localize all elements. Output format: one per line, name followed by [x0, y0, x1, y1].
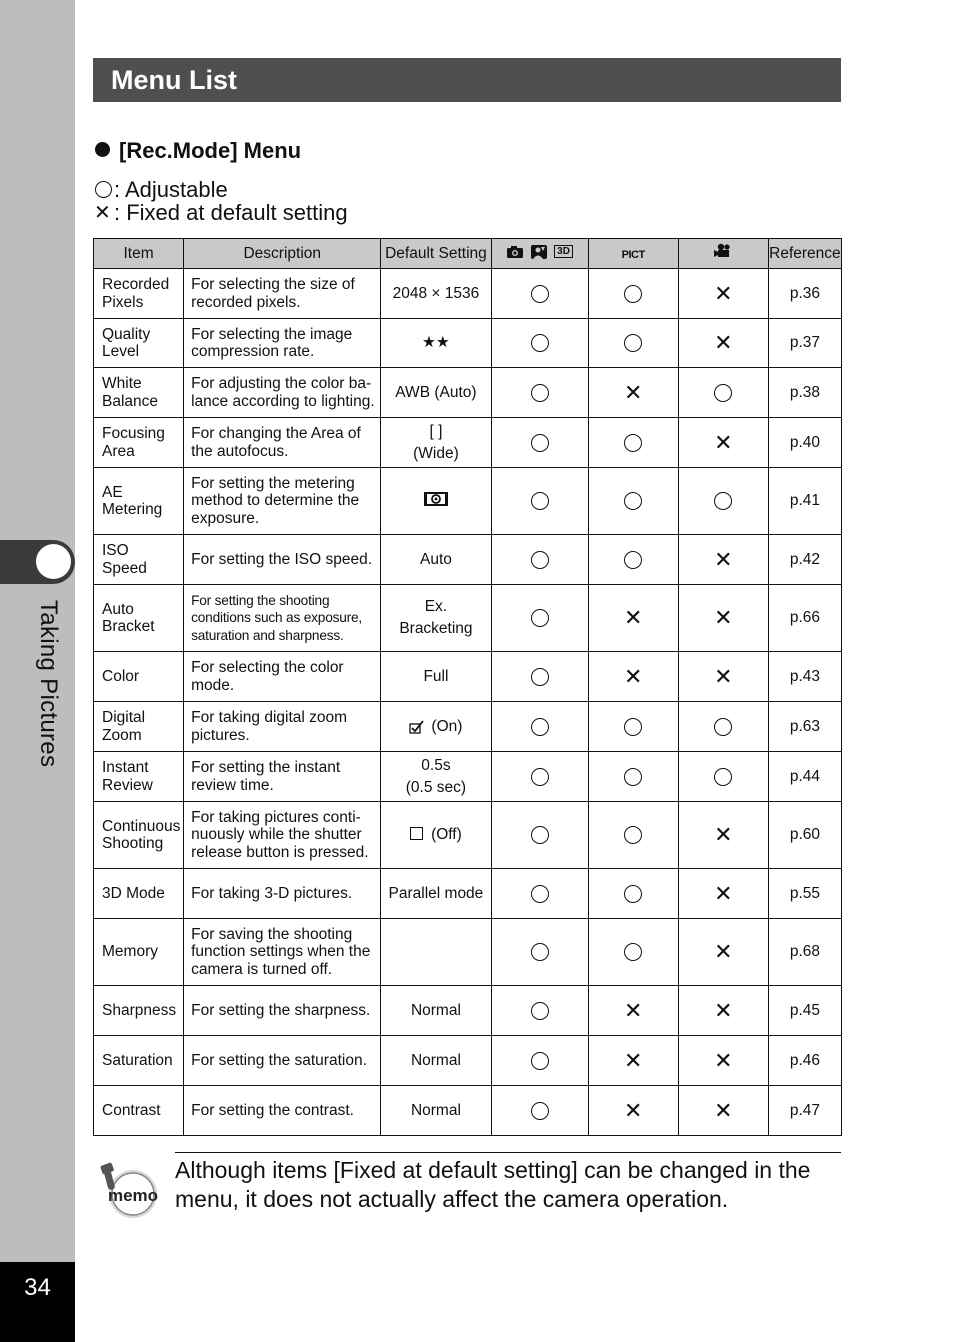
adjustable-circle-icon	[531, 285, 549, 303]
adjustable-circle-icon	[624, 885, 642, 903]
fixed-cross-icon: ✕	[714, 997, 733, 1023]
section-title-text: [Rec.Mode] Menu	[119, 138, 302, 163]
adjustable-circle-icon	[531, 943, 549, 961]
item-cell	[94, 418, 184, 468]
reference-cell: p.38	[768, 368, 841, 418]
cell-line: Level	[102, 343, 140, 360]
legend	[94, 178, 348, 224]
cell-line: Memory	[102, 943, 158, 961]
cell-line: Balance	[102, 392, 159, 410]
reference-cell: p.42	[768, 535, 841, 585]
cell-line: For selecting the size of	[191, 276, 355, 293]
cell-line: pictures.	[191, 726, 250, 744]
pict-mode-cell	[588, 418, 678, 468]
movie-mode-cell	[678, 986, 768, 1036]
pict-mode-cell	[588, 919, 678, 986]
adjustable-circle-icon	[624, 826, 642, 844]
description-cell	[184, 1036, 381, 1086]
cell-line: Auto	[102, 600, 134, 618]
still-mode-cell	[491, 919, 588, 986]
legend-fixed	[94, 201, 348, 224]
cell-line: Pixels	[102, 293, 144, 311]
description-cell	[184, 1086, 381, 1136]
table-row	[94, 319, 842, 368]
table-row	[94, 752, 842, 802]
cell-line: Bracketing	[399, 620, 473, 637]
reference-cell: p.47	[768, 1086, 841, 1136]
cell-line: Recorded	[102, 276, 170, 293]
cell-line: For adjusting the color ba-	[191, 375, 372, 392]
memo-text	[175, 1156, 841, 1214]
cell-line: For taking pictures conti-	[191, 808, 361, 826]
default-setting-cell	[381, 535, 491, 585]
movie-mode-cell	[678, 418, 768, 468]
item-cell	[94, 1036, 184, 1086]
cell-line: function settings when the	[191, 943, 371, 961]
table-row	[94, 368, 842, 418]
adjustable-circle-icon	[531, 434, 549, 452]
reference-cell: p.43	[768, 652, 841, 702]
item-cell	[94, 869, 184, 919]
adjustable-circle-icon	[531, 768, 549, 786]
section-title	[95, 138, 301, 164]
movie-mode-cell	[678, 319, 768, 368]
description-cell	[184, 368, 381, 418]
still-mode-cell	[491, 269, 588, 319]
default-setting-cell	[381, 319, 491, 368]
cell-line: Area	[102, 442, 135, 460]
cell-line: Ex.	[424, 598, 448, 615]
cell-line: Normal	[410, 1001, 461, 1019]
table-header-row	[94, 239, 842, 269]
adjustable-circle-icon	[624, 551, 642, 569]
default-setting-cell	[381, 869, 491, 919]
cell-line: lance according to lighting.	[191, 392, 375, 410]
description-cell	[184, 269, 381, 319]
movie-mode-cell	[678, 269, 768, 319]
cell-line: For saving the shooting	[191, 925, 353, 943]
item-cell	[94, 468, 184, 535]
reference-cell: p.66	[768, 585, 841, 652]
cell-line: Color	[102, 667, 140, 685]
legend-adjustable	[94, 178, 348, 201]
adjustable-circle-icon	[531, 718, 549, 736]
cell-line: (0.5 sec)	[405, 778, 467, 796]
pict-mode-cell	[588, 535, 678, 585]
default-setting-value: (On)	[431, 717, 463, 735]
memo-line: menu, it does not actually affect the camera operation.	[175, 1186, 729, 1212]
cell-line: Metering	[102, 501, 163, 518]
table-row	[94, 869, 842, 919]
adjustable-circle-icon	[531, 334, 549, 352]
checkbox-empty-icon	[410, 827, 423, 840]
item-cell	[94, 1086, 184, 1136]
pict-mode-cell	[588, 752, 678, 802]
movie-mode-cell	[678, 585, 768, 652]
cell-line: Review	[102, 776, 153, 794]
fixed-cross-icon: ✕	[623, 379, 643, 405]
pict-mode-cell	[588, 1036, 678, 1086]
adjustable-circle-icon	[531, 826, 549, 844]
still-mode-cell	[491, 585, 588, 652]
cell-line: ★★	[422, 334, 450, 352]
movie-mode-cell	[678, 1086, 768, 1136]
movie-mode-cell	[678, 652, 768, 702]
item-cell	[94, 585, 184, 652]
chapter-label: Taking Pictures	[35, 600, 62, 768]
cell-line: Digital	[102, 709, 146, 726]
menu-table	[93, 238, 842, 1136]
cross-icon: ✕	[94, 201, 111, 224]
cell-line: For setting the shooting	[191, 592, 330, 608]
camera-icon	[506, 245, 524, 259]
movie-mode-cell	[678, 468, 768, 535]
fixed-cross-icon: ✕	[714, 605, 733, 630]
cell-line: Contrast	[102, 1101, 161, 1119]
cell-line: Parallel mode	[388, 884, 484, 902]
still-mode-cell	[491, 869, 588, 919]
pict-mode-cell	[588, 652, 678, 702]
fixed-cross-icon: ✕	[623, 1097, 643, 1123]
fixed-cross-icon: ✕	[714, 429, 733, 455]
still-mode-cell	[491, 652, 588, 702]
table-row	[94, 702, 842, 752]
cell-line: For taking 3-D pictures.	[191, 884, 353, 902]
bullet-icon	[95, 142, 110, 157]
adjustable-circle-icon	[624, 492, 642, 510]
header-movie-mode	[678, 239, 768, 269]
table-row	[94, 1036, 842, 1086]
description-cell	[184, 319, 381, 368]
pict-mode-cell	[588, 368, 678, 418]
reference-cell: p.60	[768, 802, 841, 869]
description-cell	[184, 919, 381, 986]
pict-mode-cell	[588, 702, 678, 752]
cell-line: For setting the ISO speed.	[191, 550, 373, 568]
adjustable-circle-icon	[531, 609, 549, 627]
still-mode-cell	[491, 468, 588, 535]
cell-line: exposure.	[191, 509, 260, 527]
description-cell	[184, 986, 381, 1036]
legend-fixed-text: : Fixed at default setting	[114, 199, 348, 225]
adjustable-circle-icon	[624, 768, 642, 786]
header-reference: Reference	[768, 239, 841, 269]
pict-mode-cell	[588, 319, 678, 368]
still-mode-cell	[491, 1036, 588, 1086]
cell-line: For setting the sharpness.	[191, 1001, 371, 1019]
cell-line: Normal	[410, 1101, 461, 1119]
portrait-icon	[530, 244, 548, 260]
reference-cell: p.68	[768, 919, 841, 986]
header-default-setting: Default Setting	[381, 239, 491, 269]
header-description: Description	[184, 239, 381, 269]
pict-mode-cell	[588, 468, 678, 535]
cell-line: For setting the contrast.	[191, 1101, 354, 1119]
still-mode-cell	[491, 752, 588, 802]
description-cell	[184, 869, 381, 919]
3d-icon: 3D	[554, 245, 573, 258]
adjustable-circle-icon	[624, 943, 642, 961]
adjustable-circle-icon	[531, 492, 549, 510]
cell-line: release button is pressed.	[191, 843, 369, 861]
chapter-tab-dot	[36, 544, 71, 579]
multi-segment-metering-icon	[423, 491, 449, 507]
fixed-cross-icon: ✕	[623, 997, 643, 1023]
legend-adjustable-text: : Adjustable	[114, 176, 228, 202]
chapter-tab	[0, 540, 75, 584]
default-setting-cell	[381, 702, 491, 752]
fixed-cross-icon: ✕	[714, 939, 733, 964]
cell-line: For selecting the color	[191, 659, 344, 676]
adjustable-circle-icon	[714, 384, 732, 402]
page-header	[93, 58, 841, 102]
adjustable-circle-icon	[624, 718, 642, 736]
reference-cell: p.46	[768, 1036, 841, 1086]
page-title: Menu List	[111, 65, 237, 95]
cell-line: [ ]	[429, 422, 443, 440]
adjustable-circle-icon	[714, 718, 732, 736]
still-mode-cell	[491, 986, 588, 1036]
movie-mode-cell	[678, 752, 768, 802]
fixed-cross-icon: ✕	[714, 663, 733, 689]
table-row	[94, 585, 842, 652]
cell-line: Instant	[102, 759, 149, 776]
cell-line: Bracket	[102, 618, 155, 635]
pict-icon: PICT	[621, 248, 645, 261]
cell-line: Speed	[102, 559, 147, 577]
reference-cell: p.55	[768, 869, 841, 919]
cell-line: method to determine the	[191, 492, 360, 510]
still-mode-cell	[491, 1086, 588, 1136]
adjustable-circle-icon	[531, 668, 549, 686]
adjustable-circle-icon	[531, 1052, 549, 1070]
cell-line: AE	[102, 483, 123, 501]
cell-line: For selecting the image	[191, 325, 353, 343]
adjustable-circle-icon	[531, 1102, 549, 1120]
cell-line: Shooting	[102, 835, 164, 852]
description-cell	[184, 752, 381, 802]
reference-cell: p.44	[768, 752, 841, 802]
item-cell	[94, 702, 184, 752]
still-mode-cell	[491, 368, 588, 418]
cell-line: For changing the Area of	[191, 425, 361, 442]
cell-line: compression rate.	[191, 343, 315, 360]
description-cell	[184, 535, 381, 585]
movie-camera-icon	[713, 243, 733, 259]
default-setting-cell	[381, 1086, 491, 1136]
item-cell	[94, 368, 184, 418]
cell-line: mode.	[191, 676, 235, 694]
default-setting-cell	[381, 418, 491, 468]
reference-cell: p.37	[768, 319, 841, 368]
default-setting-cell	[381, 802, 491, 869]
header-still-modes	[491, 239, 588, 269]
item-cell	[94, 802, 184, 869]
description-cell	[184, 702, 381, 752]
reference-cell: p.40	[768, 418, 841, 468]
reference-cell: p.45	[768, 986, 841, 1036]
fixed-cross-icon: ✕	[623, 605, 643, 630]
pict-mode-cell	[588, 802, 678, 869]
table-row	[94, 986, 842, 1036]
description-cell	[184, 585, 381, 652]
page-number-box	[0, 1262, 75, 1342]
fixed-cross-icon: ✕	[714, 822, 733, 847]
movie-mode-cell	[678, 535, 768, 585]
default-setting-cell	[381, 269, 491, 319]
cell-line: ISO	[102, 542, 129, 559]
table-body	[94, 269, 842, 1136]
movie-mode-cell	[678, 1036, 768, 1086]
memo-divider	[175, 1152, 841, 1153]
fixed-cross-icon: ✕	[623, 1047, 643, 1073]
memo-icon	[98, 1160, 162, 1220]
pict-mode-cell	[588, 269, 678, 319]
cell-line: (Wide)	[413, 444, 459, 462]
default-setting-toggle	[381, 718, 490, 736]
default-setting-cell	[381, 919, 491, 986]
cell-line: Zoom	[102, 726, 142, 744]
cell-line: saturation and sharpness.	[191, 627, 344, 643]
movie-mode-cell	[678, 919, 768, 986]
pict-mode-cell	[588, 986, 678, 1036]
cell-line: 2048 × 1536	[392, 284, 480, 302]
description-cell	[184, 652, 381, 702]
adjustable-circle-icon	[714, 492, 732, 510]
cell-line: AWB (Auto)	[395, 383, 477, 401]
table-row	[94, 535, 842, 585]
pict-mode-cell	[588, 869, 678, 919]
fixed-cross-icon: ✕	[714, 330, 733, 355]
circle-icon	[95, 181, 112, 198]
cell-line: recorded pixels.	[191, 293, 301, 311]
adjustable-circle-icon	[624, 434, 642, 452]
checkbox-checked-icon	[409, 720, 425, 734]
adjustable-circle-icon	[531, 885, 549, 903]
cell-line: For setting the metering	[191, 474, 355, 492]
memo-icon-label: memo	[107, 1186, 159, 1205]
fixed-cross-icon: ✕	[714, 546, 733, 572]
description-cell	[184, 468, 381, 535]
table-row	[94, 652, 842, 702]
cell-line: conditions such as exposure,	[191, 610, 363, 626]
default-setting-cell	[381, 585, 491, 652]
default-setting-value: (Off)	[431, 826, 462, 844]
cell-line: For setting the instant	[191, 759, 341, 776]
cell-line: review time.	[191, 776, 274, 794]
adjustable-circle-icon	[531, 1002, 549, 1020]
movie-mode-cell	[678, 702, 768, 752]
adjustable-circle-icon	[624, 334, 642, 352]
cell-line: Focusing	[102, 425, 165, 442]
table-row	[94, 802, 842, 869]
cell-line: For setting the saturation.	[191, 1051, 367, 1069]
header-pict-mode	[588, 239, 678, 269]
fixed-cross-icon: ✕	[714, 1047, 733, 1073]
table-row	[94, 468, 842, 535]
table-row	[94, 269, 842, 319]
reference-cell: p.36	[768, 269, 841, 319]
cell-line: Auto	[419, 550, 452, 568]
cell-line: For taking digital zoom	[191, 709, 348, 726]
still-mode-cell	[491, 418, 588, 468]
adjustable-circle-icon	[531, 551, 549, 569]
fixed-cross-icon: ✕	[714, 1097, 733, 1123]
fixed-cross-icon: ✕	[714, 880, 733, 906]
default-setting-toggle	[381, 826, 490, 844]
cell-line: 3D Mode	[102, 884, 165, 902]
still-mode-cell	[491, 802, 588, 869]
cell-line: the autofocus.	[191, 442, 289, 460]
movie-mode-cell	[678, 368, 768, 418]
reference-cell: p.41	[768, 468, 841, 535]
reference-cell: p.63	[768, 702, 841, 752]
cell-line: Full	[423, 667, 449, 685]
cell-line: Sharpness	[102, 1001, 177, 1019]
table-row	[94, 418, 842, 468]
still-mode-cell	[491, 319, 588, 368]
cell-line: Normal	[410, 1051, 461, 1069]
default-setting-cell	[381, 368, 491, 418]
cell-line: Saturation	[102, 1051, 173, 1069]
cell-line: nuously while the shutter	[191, 826, 362, 844]
table-row	[94, 919, 842, 986]
cell-line: camera is turned off.	[191, 960, 333, 978]
item-cell	[94, 752, 184, 802]
movie-mode-cell	[678, 869, 768, 919]
header-item: Item	[94, 239, 184, 269]
adjustable-circle-icon	[714, 768, 732, 786]
item-cell	[94, 535, 184, 585]
default-setting-cell	[381, 468, 491, 535]
still-mode-cell	[491, 535, 588, 585]
default-setting-cell	[381, 1036, 491, 1086]
description-cell	[184, 418, 381, 468]
default-setting-cell	[381, 652, 491, 702]
cell-line: Continuous	[102, 817, 181, 835]
item-cell	[94, 986, 184, 1036]
adjustable-circle-icon	[624, 285, 642, 303]
cell-line: Quality	[102, 325, 151, 343]
cell-line: 0.5s	[421, 756, 451, 774]
item-cell	[94, 652, 184, 702]
fixed-cross-icon: ✕	[714, 280, 733, 306]
table-row	[94, 1086, 842, 1136]
cell-line: White	[102, 375, 142, 392]
item-cell	[94, 319, 184, 368]
fixed-cross-icon: ✕	[623, 663, 643, 689]
default-setting-cell	[381, 986, 491, 1036]
movie-mode-cell	[678, 802, 768, 869]
page-number: 34	[24, 1274, 51, 1301]
still-mode-cell	[491, 702, 588, 752]
pict-mode-cell	[588, 1086, 678, 1136]
description-cell	[184, 802, 381, 869]
adjustable-circle-icon	[531, 384, 549, 402]
memo-line: Although items [Fixed at default setting] can be changed in the	[175, 1157, 811, 1183]
item-cell	[94, 269, 184, 319]
pict-mode-cell	[588, 585, 678, 652]
item-cell	[94, 919, 184, 986]
default-setting-cell	[381, 752, 491, 802]
